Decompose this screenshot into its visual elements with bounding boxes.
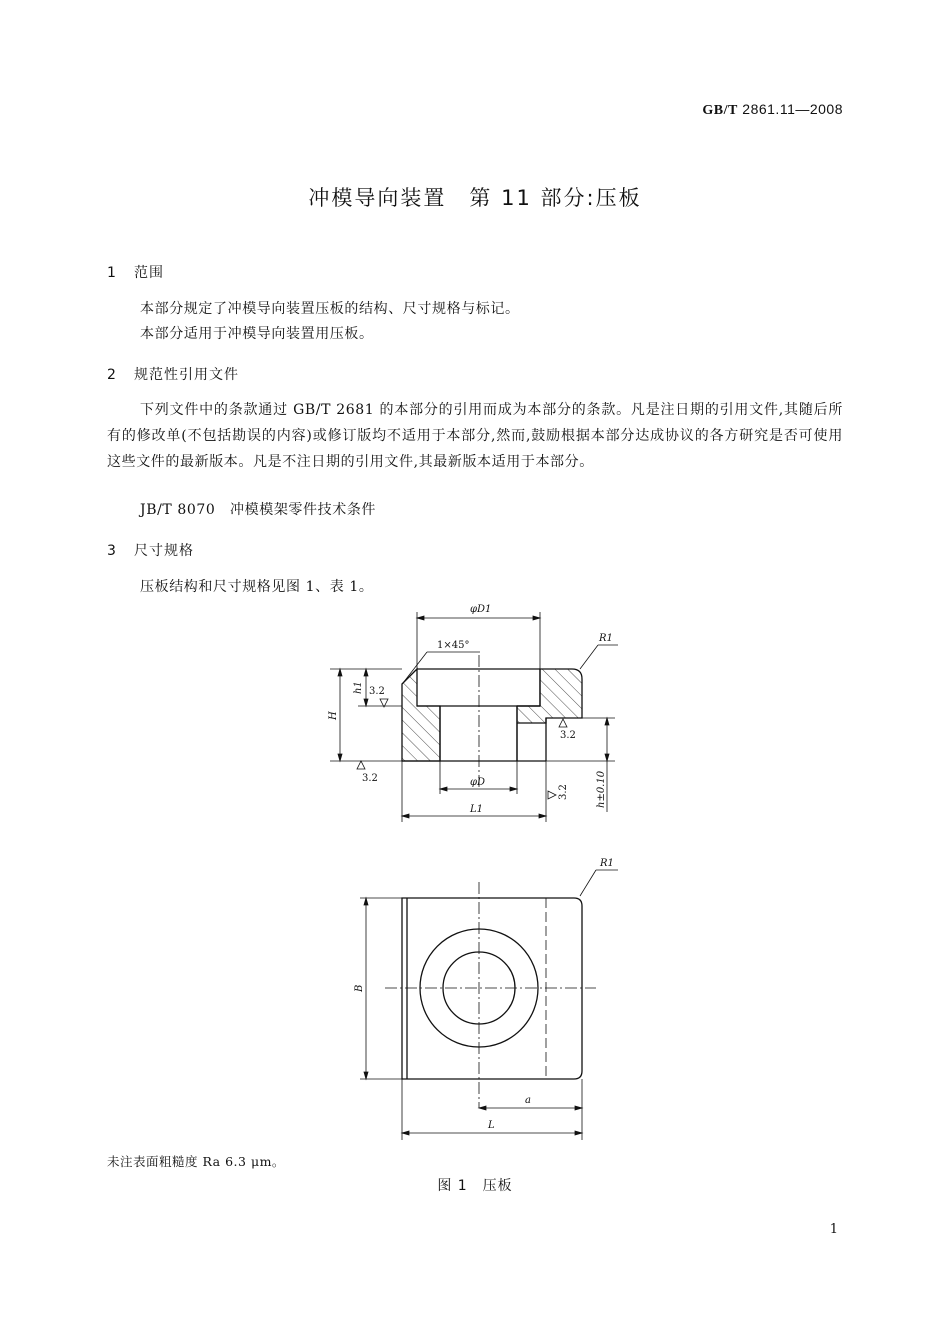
- paragraph: 本部分适用于冲模导向装置用压板。: [140, 326, 374, 342]
- figure-note: 未注表面粗糙度 Ra 6.3 μm。: [107, 1154, 285, 1169]
- section-heading-3: 3 尺寸规格: [107, 543, 194, 559]
- figure-caption: 图 1 压板: [437, 1178, 513, 1194]
- dim-H: H: [328, 711, 339, 720]
- section-right-body: [517, 669, 582, 761]
- standard-number: GB/T 2861.11—2008: [702, 101, 843, 118]
- roughness-label: 3.2: [558, 784, 569, 800]
- section-heading-1: 1 范围: [107, 265, 164, 281]
- dim-h1: h1: [353, 681, 364, 694]
- page-title: 冲模导向装置 第 11 部分:压板: [308, 186, 642, 210]
- dim-a: a: [525, 1095, 531, 1106]
- dim-r1-bottom: R1: [600, 858, 614, 869]
- dim-chamfer: 1×45°: [437, 640, 470, 651]
- paragraph: 本部分规定了冲模导向装置压板的结构、尺寸规格与标记。: [140, 301, 520, 317]
- dim-phiD1: φD1: [470, 604, 492, 615]
- reference-item: JB/T 8070 冲模模架零件技术条件: [140, 502, 377, 518]
- dim-L: L: [488, 1120, 495, 1131]
- roughness-label: 3.2: [560, 730, 576, 741]
- section-view: [402, 655, 582, 790]
- section-heading-2: 2 规范性引用文件: [107, 367, 239, 383]
- roughness-label: 3.2: [362, 773, 378, 784]
- roughness-label: 3.2: [369, 686, 385, 697]
- plan-dimensions: [360, 870, 618, 1140]
- dim-B: B: [354, 984, 365, 992]
- page-number: 1: [829, 1222, 838, 1237]
- plan-view: [385, 882, 596, 1108]
- dim-phiD: φD: [470, 777, 486, 788]
- dim-h-tolerance: h±0.10: [596, 770, 607, 808]
- dim-L1: L1: [470, 804, 484, 815]
- section-left-body: [402, 669, 440, 761]
- paragraph: 压板结构和尺寸规格见图 1、表 1。: [140, 579, 374, 595]
- paragraph: 下列文件中的条款通过 GB/T 2681 的本部分的引用而成为本部分的条款。凡是注日期的引用文件,其随后所有的修改单(不包括勘误的内容)或修订版均不适用于本部分,然而,鼓励根据本部分达成协议的各方研究是否可使用这些文件的最新版本。凡是不注日期的引用文件,其最新版本适用于本部分。: [107, 402, 843, 470]
- plan-outline: [402, 898, 582, 1079]
- dim-r1-top: R1: [599, 633, 613, 644]
